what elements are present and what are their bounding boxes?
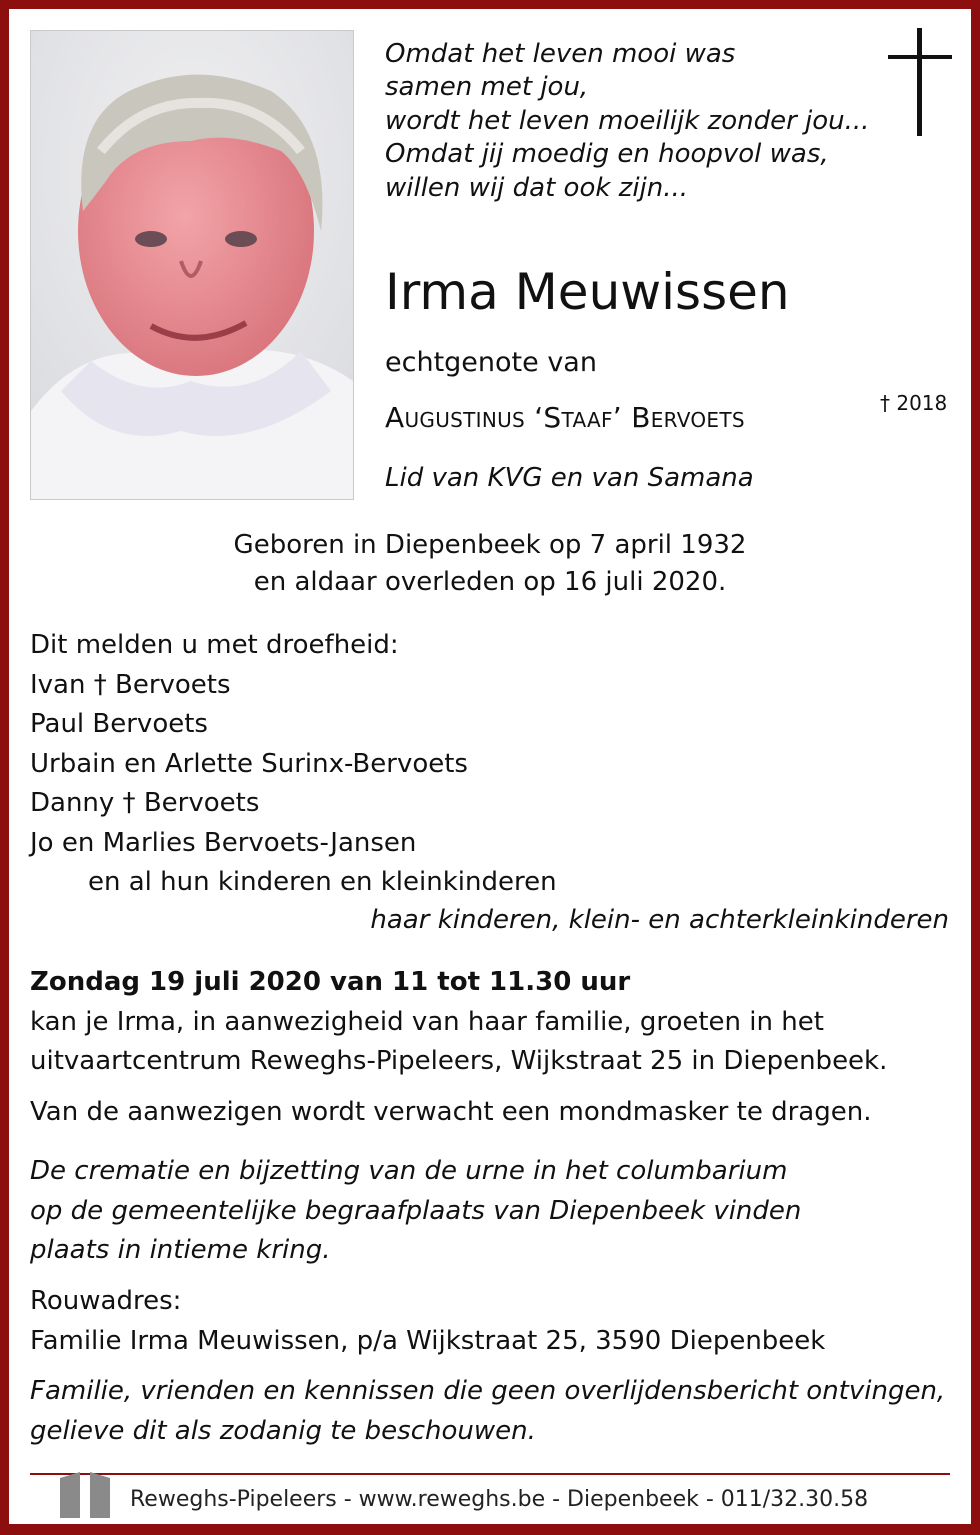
mask-notice: Van de aanwezigen wordt verwacht een mondmasker te dragen. [30,1097,872,1127]
visitation-line: kan je Irma, in aanwezigheid van haar familie, groeten in het [30,1006,824,1037]
footer-divider [30,1473,950,1475]
notice-block [30,1372,960,1451]
poem [385,38,885,205]
cremation-block [30,1152,960,1271]
visitation-block [30,963,960,1082]
portrait-photo [30,30,354,500]
funeral-home-logo-icon [58,1468,114,1524]
notice-line: gelieve dit als zodanig te beschouwen. [30,1415,536,1446]
mourner-name: Paul Bervoets [30,709,208,739]
mourners-list [30,626,557,903]
death-line: en aldaar overleden op 16 juli 2020. [253,567,727,597]
children-line: en al hun kinderen en kleinkinderen [88,867,557,897]
cremation-line: plaats in intieme kring. [30,1235,331,1265]
membership: Lid van KVG en van Samana [385,463,754,493]
address-label: Rouwadres: [30,1286,182,1316]
address-block [30,1282,960,1361]
spouse-label: echtgenote van [385,347,597,378]
mourner-name: Urbain en Arlette Surinx-Bervoets [30,748,468,779]
deceased-name: Irma Meuwissen [385,263,790,321]
poem-line: Omdat jij moedig en hoopvol was, [385,139,829,170]
poem-line: Omdat het leven mooi was [385,39,736,69]
cremation-line: De crematie en bijzetting van de urne in het columbarium [30,1156,788,1186]
birth-line: Geboren in Diepenbeek op 7 april 1932 [233,530,747,560]
cross-icon [888,28,954,142]
poem-line: wordt het leven moeilijk zonder jou... [385,105,870,136]
address-value: Familie Irma Meuwissen, p/a Wijkstraat 25, 3590 Diepenbeek [30,1325,826,1356]
notice-line: Familie, vrienden en kennissen die geen overlijdensbericht ontvingen, [30,1376,946,1406]
mourner-name: Jo en Marlies Bervoets-Jansen [30,827,417,858]
birth-death-dates [0,527,980,601]
poem-line: samen met jou, [385,72,589,103]
mourners-intro: Dit melden u met droefheid: [30,630,399,660]
spouse-name: Augustinus ‘Staaf’ Bervoets [385,401,745,434]
footer-contact: Reweghs-Pipeleers - www.reweghs.be - Diepenbeek - 011/32.30.58 [130,1487,869,1512]
visitation-line: uitvaartcentrum Reweghs-Pipeleers, Wijkstraat 25 in Diepenbeek. [30,1046,888,1076]
mourner-name: Ivan † Bervoets [30,669,231,700]
spouse-death-year: † 2018 [880,391,948,415]
cremation-line: op de gemeentelijke begraafplaats van Diepenbeek vinden [30,1195,802,1226]
visitation-time: Zondag 19 juli 2020 van 11 tot 11.30 uur [30,967,631,997]
poem-line: willen wij dat ook zijn... [385,172,689,203]
mourner-name: Danny † Bervoets [30,788,260,818]
grandchildren-line: haar kinderen, klein- en achterkleinkinderen [370,905,949,935]
